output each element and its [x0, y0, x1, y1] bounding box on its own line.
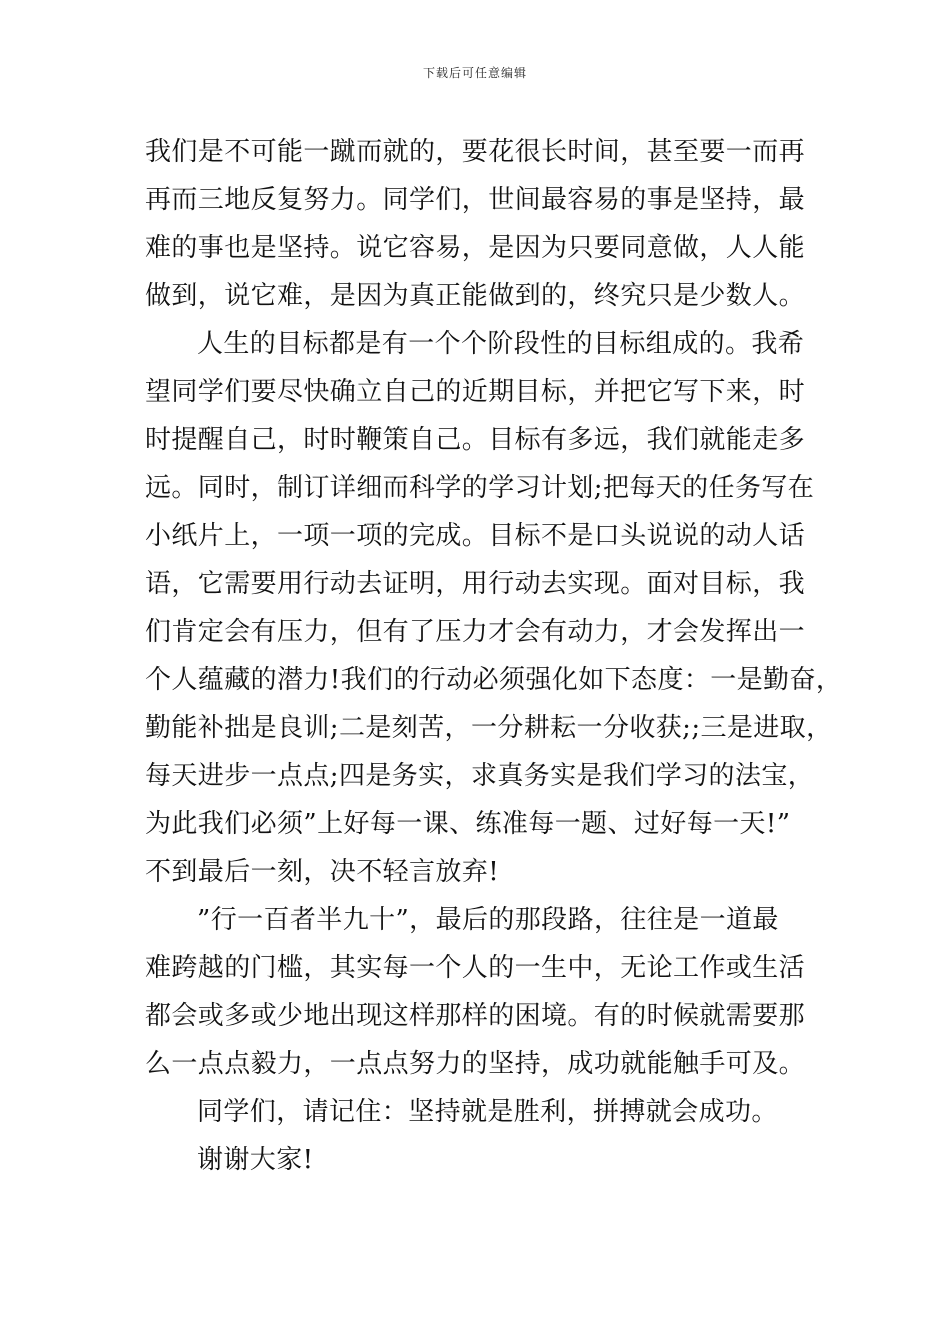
text-line: 人生的目标都是有一个个阶段性的目标组成的。我希	[197, 329, 805, 359]
text-line: 勤能补拙是良训;二是刻苦，一分耕耘一分收获;;三是进取，	[145, 713, 833, 743]
text-line: 我们是不可能一蹴而就的，要花很长时间，甚至要一而再	[145, 137, 806, 167]
text-line: 为此我们必须”上好每一课、练准每一题、过好每一天!”	[145, 809, 791, 839]
text-line: 做到，说它难，是因为真正能做到的，终究只是少数人。	[145, 281, 806, 311]
document-body	[145, 128, 843, 1184]
text-line: 个人蕴藏的潜力!我们的行动必须强化如下态度：一是勤奋，	[145, 665, 843, 695]
text-line: 同学们，请记住：坚持就是胜利，拼搏就会成功。	[197, 1097, 778, 1127]
text-line: 再而三地反复努力。同学们，世间最容易的事是坚持，最	[145, 185, 806, 215]
text-line: 远。同时，制订详细而科学的学习计划;把每天的任务写在	[145, 473, 815, 503]
text-line: 望同学们要尽快确立自己的近期目标，并把它写下来，时	[145, 377, 806, 407]
text-line: 们肯定会有压力，但有了压力才会有动力，才会发挥出一	[145, 617, 806, 647]
text-line: 小纸片上，一项一项的完成。目标不是口头说说的动人话	[145, 521, 806, 551]
text-line: 难跨越的门槛，其实每一个人的一生中，无论工作或生活	[145, 953, 806, 983]
text-line: 么一点点毅力，一点点努力的坚持，成功就能触手可及。	[145, 1049, 806, 1079]
text-line: 难的事也是坚持。说它容易，是因为只要同意做，人人能	[145, 233, 806, 263]
text-line: 语，它需要用行动去证明，用行动去实现。面对目标，我	[145, 569, 806, 599]
page-header: 下载后可任意编辑	[422, 66, 527, 80]
text-line: 时提醒自己，时时鞭策自己。目标有多远，我们就能走多	[145, 425, 806, 455]
text-line: 都会或多或少地出现这样那样的困境。有的时候就需要那	[145, 1001, 806, 1031]
text-line: 谢谢大家!	[197, 1145, 314, 1175]
text-line: 不到最后一刻，决不轻言放弃!	[145, 857, 500, 887]
text-line: 每天进步一点点;四是务实，求真务实是我们学习的法宝，	[145, 761, 815, 791]
text-line: ”行一百者半九十”，最后的那段路，往往是一道最	[197, 905, 779, 935]
